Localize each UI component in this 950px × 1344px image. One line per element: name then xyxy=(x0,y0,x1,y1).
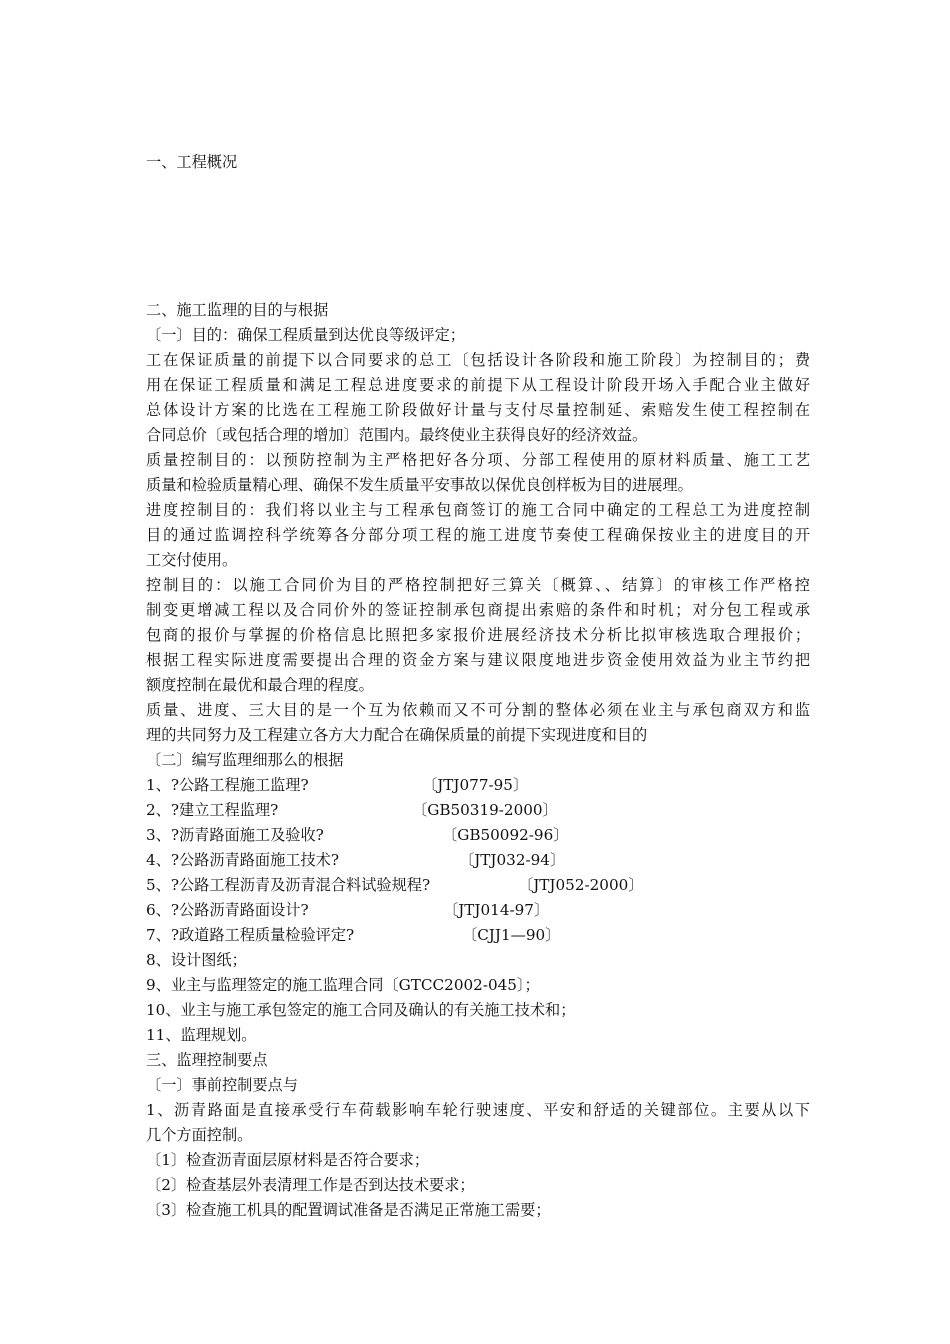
basis-item xyxy=(146,923,810,947)
paragraph-line: 几个方面控制。 xyxy=(146,1126,253,1144)
check-item: 〔2〕检查基层外表清理工作是否到达技术要求； xyxy=(146,1176,475,1194)
basis-name: 5、?公路工程沥青及沥青混合料试验规程? xyxy=(146,876,431,894)
basis-code: 〔CJJ1—90〕 xyxy=(462,926,561,944)
basis-name: 6、?公路沥青路面设计? xyxy=(146,901,309,919)
check-item: 〔3〕检查施工机具的配置调试准备是否满足正常施工需要； xyxy=(146,1201,551,1219)
list-item: 8、设计图纸； xyxy=(146,951,247,969)
section-1-title: 一、工程概况 xyxy=(146,153,238,171)
basis-item xyxy=(146,823,810,847)
paragraph-line: 包商的报价与掌握的价格信息比照把多家报价进展经济技术分析比拟审核选取合理报价； xyxy=(146,626,810,644)
paragraph-line: 质量控制目的：以预防控制为主严格把好各分项、分部工程使用的原材料质量、施工工艺 xyxy=(146,451,810,469)
paragraph-line: 质量、进度、三大目的是一个互为依赖而又不可分割的整体必须在业主与承包商双方和监 xyxy=(146,701,810,719)
paragraph-line: 根据工程实际进度需要提出合理的资金方案与建议限度地进步资金使用效益为业主节约把 xyxy=(146,651,810,669)
basis-item xyxy=(146,848,810,872)
check-item: 〔1〕检查沥青面层原材料是否符合要求； xyxy=(146,1151,430,1169)
paragraph-line: 控制目的：以施工合同价为目的严格控制把好三算关〔概算、、结算〕的审核工作严格控 xyxy=(146,576,810,594)
basis-name: 2、?建立工程监理? xyxy=(146,801,279,819)
basis-name: 7、?政道路工程质量检验评定? xyxy=(146,926,355,944)
paragraph-line: 额度控制在最优和最合理的程度。 xyxy=(146,676,374,694)
basis-name: 4、?公路沥青路面施工技术? xyxy=(146,851,340,869)
basis-code: 〔JTJ052-2000〕 xyxy=(518,876,644,894)
basis-code: 〔JTJ014-97〕 xyxy=(443,901,550,919)
paragraph-line: 进度控制目的：我们将以业主与工程承包商签订的施工合同中确定的工程总工为进度控制 xyxy=(146,501,810,519)
basis-code: 〔JTJ032-94〕 xyxy=(459,851,566,869)
subsection-prior-control: 〔一〕事前控制要点与 xyxy=(146,1076,298,1094)
basis-code: 〔GB50319-2000〕 xyxy=(412,801,558,819)
list-item: 9、业主与监理签定的施工监理合同〔GTCC2002-045〕； xyxy=(146,976,540,994)
section-3-title: 三、监理控制要点 xyxy=(146,1051,268,1069)
subsection-purpose: 〔一〕目的：确保工程质量到达优良等级评定； xyxy=(146,326,465,344)
list-item: 11、监理规划。 xyxy=(146,1026,257,1044)
paragraph-line: 合同总价〔或包括合理的增加〕范围内。最终使业主获得良好的经济效益。 xyxy=(146,426,648,444)
section-2-title: 二、施工监理的目的与根据 xyxy=(146,301,329,319)
paragraph-line: 制变更增减工程以及合同价外的签证控制承包商提出索赔的条件和时机；对分包工程或承 xyxy=(146,601,810,619)
basis-item xyxy=(146,798,810,822)
paragraph-line: 工在保证质量的前提下以合同要求的总工〔包括设计各阶段和施工阶段〕为控制目的；费 xyxy=(146,351,810,369)
basis-code: 〔GB50092-96〕 xyxy=(442,826,569,844)
paragraph-line: 质量和检验质量精心理、确保不发生质量平安事故以保优良创样板为目的进展理。 xyxy=(146,476,693,494)
basis-name: 1、?公路工程施工监理? xyxy=(146,776,309,794)
paragraph-line: 工交付使用。 xyxy=(146,551,238,569)
paragraph-line: 理的共同努力及工程建立各方大力配合在确保质量的前提下实现进度和目的 xyxy=(146,726,648,744)
paragraph-line: 总体设计方案的比选在工程施工阶段做好计量与支付尽量控制延、索赔发生使工程控制在 xyxy=(146,401,810,419)
basis-item xyxy=(146,773,810,797)
list-item: 10、业主与施工承包签定的施工合同及确认的有关施工技术和； xyxy=(146,1001,576,1019)
subsection-basis: 〔二〕编写监理细那么的根据 xyxy=(146,751,344,769)
paragraph-line: 用在保证工程质量和满足工程总进度要求的前提下从工程设计阶段开场入手配合业主做好 xyxy=(146,376,810,394)
paragraph-line: 目的通过监调控科学统筹各分部分项工程的施工进度节奏使工程确保按业主的进度目的开 xyxy=(146,526,810,544)
paragraph-line: 1、沥青路面是直接承受行车荷载影响车轮行驶速度、平安和舒适的关键部位。主要从以下 xyxy=(146,1101,810,1119)
basis-item xyxy=(146,898,810,922)
basis-item xyxy=(146,873,810,897)
basis-code: 〔JTJ077-95〕 xyxy=(422,776,529,794)
basis-name: 3、?沥青路面施工及验收? xyxy=(146,826,324,844)
